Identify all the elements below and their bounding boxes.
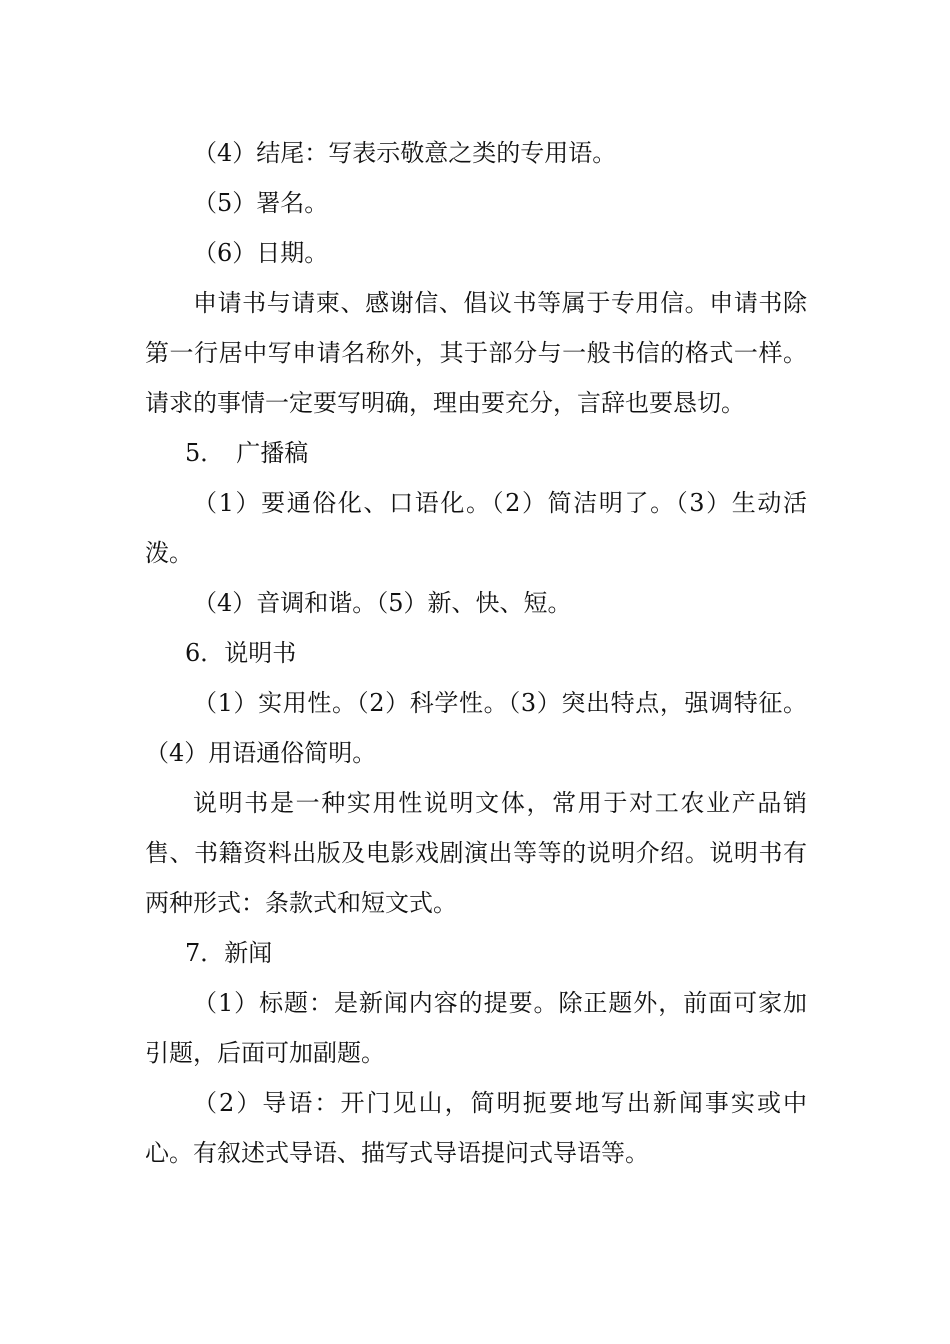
paragraph-date: （6）日期。	[193, 239, 329, 267]
paragraph-broadcast-rules-2: （4）音调和谐。（5）新、快、短。	[193, 589, 572, 617]
paragraph-news-lead: （2）导语：开门见山，简明扼要地写出新闻事实或中心。有叙述式导语、描写式导语提问式导语等。	[145, 1089, 807, 1167]
paragraph-signature: （5）署名。	[193, 189, 329, 217]
document-page	[145, 128, 807, 1178]
paragraph-manual-rules: （1）实用性。（2）科学性。（3）突出特点，强调特征。（4）用语通俗简明。	[145, 689, 807, 767]
paragraph-manual-description: 说明书是一种实用性说明文体，常用于对工农业产品销售、书籍资料出版及电影戏剧演出等等的说明介绍。说明书有两种形式：条款式和短文式。	[145, 789, 807, 917]
paragraph-application-letter: 申请书与请柬、感谢信、倡议书等属于专用信。申请书除第一行居中写申请名称外，其于部分与一般书信的格式一样。请求的事情一定要写明确，理由要充分，言辞也要恳切。	[145, 289, 807, 417]
paragraph-broadcast-rules-1: （1）要通俗化、口语化。（2）简洁明了。（3）生动活泼。	[145, 489, 807, 567]
paragraph-ending: （4）结尾：写表示敬意之类的专用语。	[193, 139, 617, 167]
section-heading-news: 7．新闻	[185, 939, 273, 967]
section-heading-manual: 6．说明书	[185, 639, 297, 667]
section-heading-broadcast: 5． 广播稿	[185, 439, 309, 467]
paragraph-news-title: （1）标题：是新闻内容的提要。除正题外，前面可家加引题，后面可加副题。	[145, 989, 807, 1067]
